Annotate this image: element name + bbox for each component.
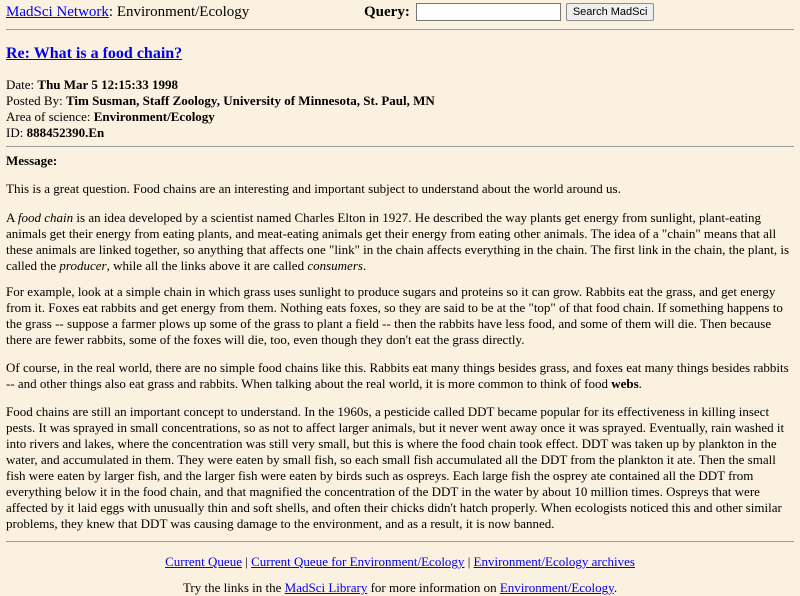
- posted-by-value: Tim Susman, Staff Zoology, University of Minnesota, St. Paul, MN: [65, 93, 435, 108]
- top-bar: [6, 3, 796, 23]
- meta-area: [6, 109, 435, 125]
- topic-link[interactable]: Environment/Ecology: [499, 580, 614, 595]
- footer-links: [0, 554, 800, 570]
- date-label: Date:: [6, 77, 35, 92]
- site-section-text: : Environment/Ecology: [108, 4, 250, 20]
- site-heading: [6, 3, 249, 21]
- meta-posted-by: [6, 93, 435, 109]
- current-queue-topic-link[interactable]: Current Queue for Environment/Ecology: [251, 554, 465, 569]
- article-title-link[interactable]: Re: What is a food chain?: [6, 45, 183, 62]
- paragraph-5: Food chains are still an important concept to understand. In the 1960s, a pesticide called DDT became popular for its effectiveness in killing insect pests. It was sprayed in small concentrations, so as not to affect larger animals, but it never went away once it was sprayed. Eventually, rain washed it into rivers and lakes, where the concentration was still very small, but this is where the food chain took effect. DDT was taken up by plankton in the water, and accumulated in them. They were eaten by small fish, so each small fish accumulated all the DDT from the plankton it ate. Then the small fish were eaten by larger fish, and the larger fish were eaten by birds such as ospreys. Each large fish the osprey ate contained all the DDT from everything below it in the food chain, and that magnified the concentration of the DDT in the water by about 10 million times. Ospreys that were affected by it laid eggs with unusually thin and soft shells, and often their chicks didn't hatch properly. When ecologists noticed this and other similar problems, they knew that DDT was causing damage to the environment, and as a result, it is now banned.: [6, 404, 785, 531]
- meta-id: [6, 125, 435, 141]
- id-value: 888452390.En: [26, 125, 105, 140]
- id-label: ID:: [6, 125, 24, 140]
- topic-archives-link[interactable]: Environment/Ecology archives: [473, 554, 635, 569]
- area-value: Environment/Ecology: [93, 109, 215, 124]
- paragraph-2: A food chain is an idea developed by a scientist named Charles Elton in 1927. He described the way plants get energy from sunlight, plant-eating animals get their energy from eating plants, and meat-eating animals get their energy from eating other animals. The idea of a "chain" means that all these animals are linked together, so anything that affects one "link" in the chain affects everything in the chain. The first link in the chain, the plant, is called the producer, while all the links above it are called consumers.: [6, 210, 790, 273]
- area-label: Area of science:: [6, 109, 91, 124]
- footer-note: Try the links in the MadSci Library for more information on Environment/Ecology.: [182, 580, 618, 595]
- paragraph-4: Of course, in the real world, there are no simple food chains like this. Rabbits eat many things besides grass, and foxes eat many things besides rabbits -- and other things also eat grass and rabbits. When talking about the real world, it is more common to think of food webs.: [6, 360, 789, 391]
- current-queue-link[interactable]: Current Queue: [165, 554, 242, 569]
- paragraph-3: For example, look at a simple chain in which grass uses sunlight to produce sugars and proteins so it can grow. Rabbits eat the grass, and get energy from it. Foxes eat rabbits and get energy from them. Nothing eats foxes, so they are said to be at the "top" of that food chain. If something happens to the grass -- suppose a farmer plows up some of the grass to plant a field -- then the rabbits have less food, and some of them will die. Then because there are fewer rabbits, some of the foxes will die, too, even though they don't eat the grass directly.: [6, 284, 783, 347]
- top-divider: [6, 29, 794, 30]
- paragraph-1: This is a great question. Food chains are an interesting and important subject to understand about the world around us.: [6, 181, 621, 196]
- meta-date: [6, 77, 435, 93]
- date-value: Thu Mar 5 12:15:33 1998: [37, 77, 179, 92]
- search-input[interactable]: [416, 3, 561, 21]
- message-label: Message:: [6, 153, 58, 168]
- bottom-divider: [6, 541, 794, 542]
- query-form: [364, 3, 654, 21]
- madsci-library-link[interactable]: MadSci Library: [284, 580, 368, 595]
- madsci-network-link[interactable]: MadSci Network: [6, 4, 109, 20]
- footer-sep-1: |: [241, 554, 252, 569]
- search-button[interactable]: Search MadSci: [566, 3, 655, 21]
- query-label: Query:: [364, 4, 410, 20]
- meta-divider: [6, 146, 794, 147]
- footer-sep-2: |: [464, 554, 474, 569]
- article-meta: [6, 77, 435, 141]
- posted-label: Posted By:: [6, 93, 63, 108]
